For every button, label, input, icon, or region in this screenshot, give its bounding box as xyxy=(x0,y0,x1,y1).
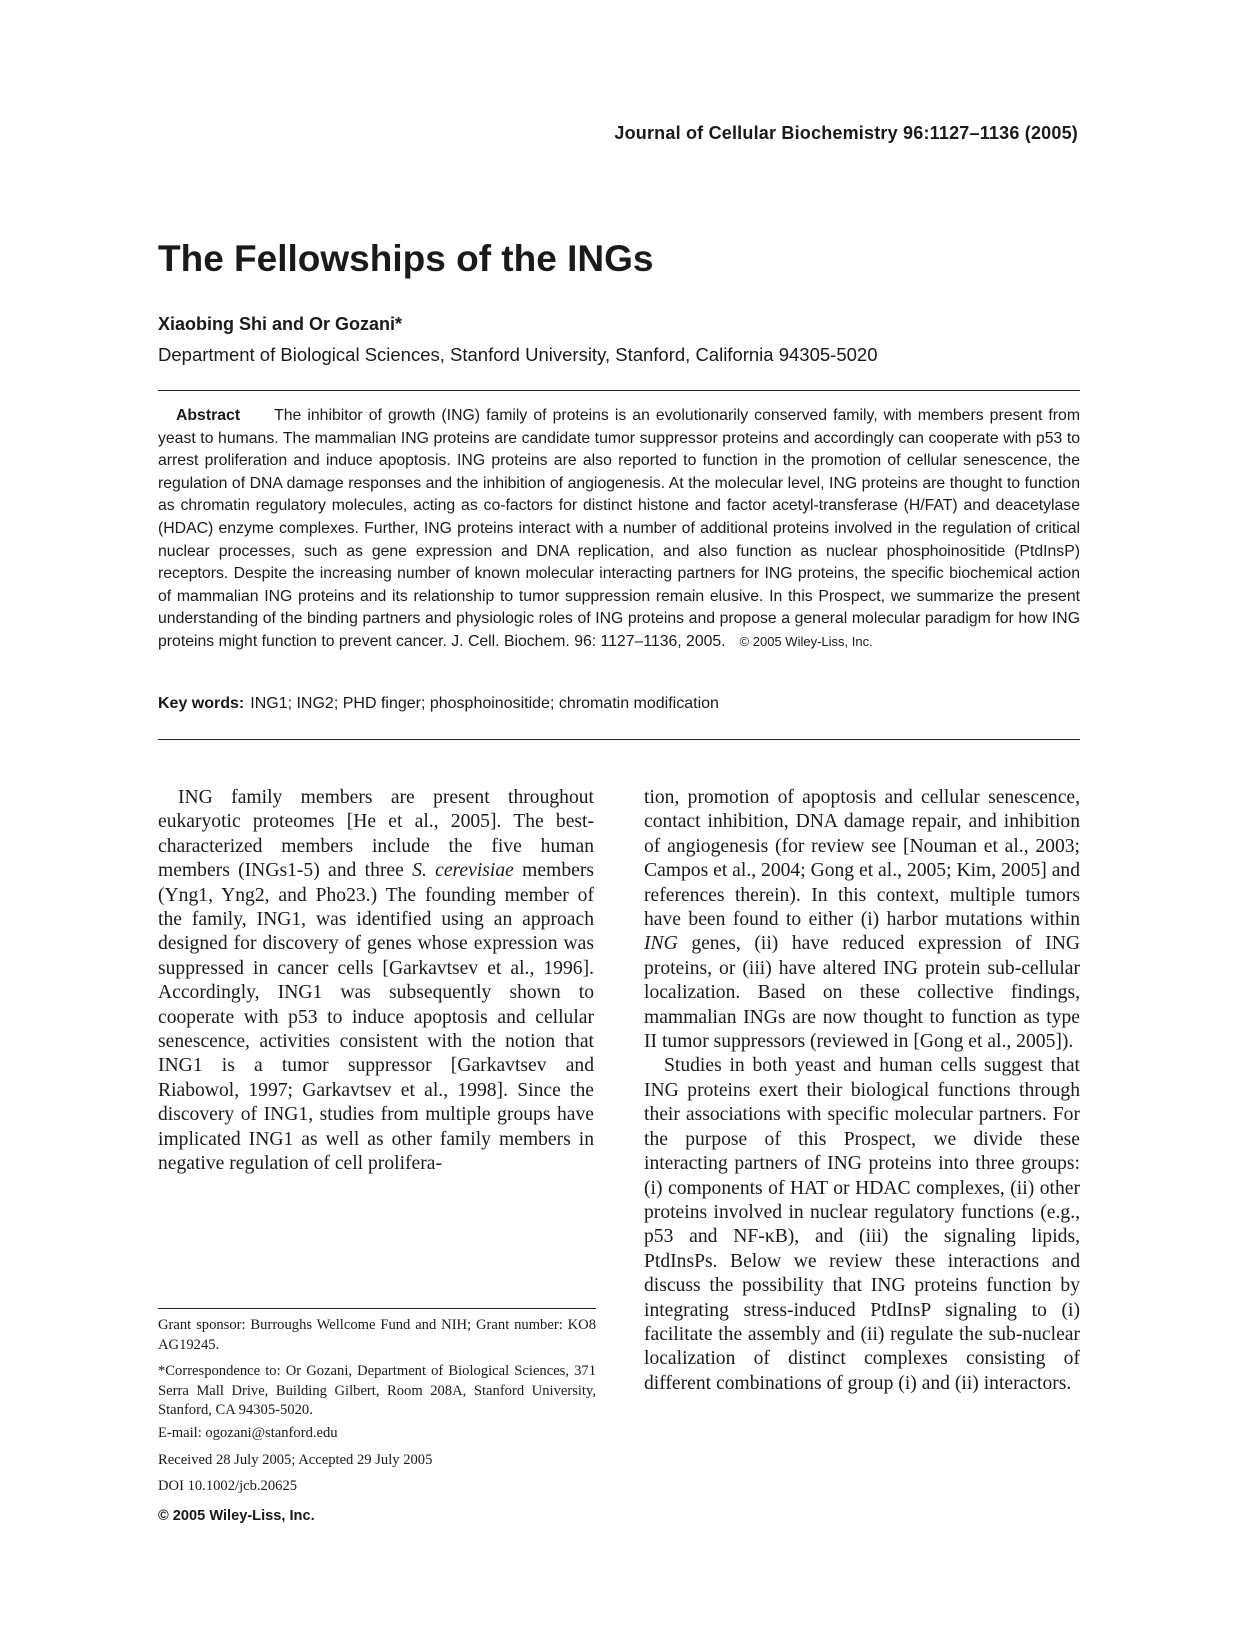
keywords-label: Key words: xyxy=(158,695,245,712)
keywords-text: ING1; ING2; PHD finger; phosphoinositide; chromatin modification xyxy=(250,695,719,712)
grant-footnote: Grant sponsor: Burroughs Wellcome Fund and NIH; Grant number: KO8 AG19245. xyxy=(158,1317,596,1353)
abstract-block xyxy=(158,405,1080,654)
email-footnote: E-mail: ogozani@stanford.edu xyxy=(158,1424,338,1441)
abstract-bottom-divider xyxy=(158,739,1080,740)
footnote-divider xyxy=(158,1308,596,1309)
keywords-line xyxy=(158,695,719,713)
body-paragraph: Studies in both yeast and human cells suggest that ING proteins exert their biological functions through their associations with specific molecular partners. For the purpose of this Prospect, we divide these interacting partners of ING proteins into three groups: (i) components of HAT or HDAC complexes, (ii) other proteins involved in nuclear regulatory functions (e.g., p53 and NF-κB), and (iii) the signaling lipids, PtdInsPs. Below we review these interactions and discuss the possibility that ING proteins function by integrating stress-induced PtdInsP signaling to (i) facilitate the assembly and (ii) regulate the sub-nuclear localization of distinct complexes consisting of different combinations of group (i) and (ii) interactors. xyxy=(644,1055,1080,1394)
doi-line: DOI 10.1002/jcb.20625 xyxy=(158,1478,298,1495)
correspondence-footnote: *Correspondence to: Or Gozani, Department of Biological Sciences, 371 Serra Mall Drive, Building Gilbert, Room 208A, Stanford University, Stanford, CA 94305-5020. xyxy=(158,1363,596,1419)
abstract-label: Abstract xyxy=(176,407,241,424)
body-column-right xyxy=(644,786,1080,1396)
abstract-text: The inhibitor of growth (ING) family of proteins is an evolutionarily conserved family, with members present from yeast to humans. The mammalian ING proteins are candidate tumor suppressor proteins and accordingly can cooperate with p53 to arrest proliferation and induce apoptosis. ING proteins are also reported to function in the promotion of cellular senescence, the regulation of DNA damage responses and the inhibition of angiogenesis. At the molecular level, ING proteins are thought to function as chromatin regulatory molecules, acting as co-factors for distinct histone and factor acetyl-transferase (H/FAT) and deacetylase (HDAC) enzyme complexes. Further, ING proteins interact with a number of additional proteins involved in the regulation of critical nuclear processes, such as gene expression and DNA replication, and also function as nuclear phosphoinositide (PtdInsP) receptors. Despite the increasing number of known molecular interacting partners for ING proteins, the specific biochemical action of mammalian ING proteins and its relationship to tumor suppression remain elusive. In this Prospect, we summarize the present understanding of the binding partners and physiologic roles of ING proteins and propose a general molecular paradigm for how ING proteins might function to prevent cancer. J. Cell. Biochem. 96: 1127–1136, 2005. xyxy=(158,407,1080,650)
species-name: S. cerevisiae xyxy=(412,860,514,882)
abstract-top-divider xyxy=(158,390,1080,391)
abstract-copyright: © 2005 Wiley-Liss, Inc. xyxy=(739,633,873,649)
body-column-left xyxy=(158,786,594,1177)
journal-reference: Journal of Cellular Biochemistry 96:1127–1136 (2005) xyxy=(614,123,1078,143)
author-affiliation: Department of Biological Sciences, Stanford University, Stanford, California 94305-5020 xyxy=(158,344,878,365)
received-date: Received 28 July 2005; Accepted 29 July 2005 xyxy=(158,1451,433,1468)
article-title: The Fellowships of the INGs xyxy=(158,238,654,279)
author-list: Xiaobing Shi and Or Gozani* xyxy=(158,314,403,334)
gene-name: ING xyxy=(644,933,678,955)
body-paragraph: ING family members are present throughout eukaryotic proteomes [He et al., 2005]. The best-characterized members include the five human members (INGs1-5) and three S. cerevisiae members (Yng1, Yng2, and Pho23.) The founding member of the family, ING1, was identified using an approach designed for discovery of genes whose expression was suppressed in cancer cells [Garkavtsev et al., 1996]. Accordingly, ING1 was subsequently shown to cooperate with p53 to induce apoptosis and cellular senescence, activities consistent with the notion that ING1 is a tumor suppressor [Garkavtsev and Riabowol, 1997; Garkavtsev et al., 1998]. Since the discovery of ING1, studies from multiple groups have implicated ING1 as well as other family members in negative regulation of cell prolifera- xyxy=(158,787,594,1175)
body-paragraph: tion, promotion of apoptosis and cellular senescence, contact inhibition, DNA damage repair, and inhibition of angiogenesis (for review see [Nouman et al., 2003; Campos et al., 2004; Gong et al., 2005; Kim, 2005] and references therein). In this context, multiple tumors have been found to either (i) harbor mutations within ING genes, (ii) have reduced expression of ING proteins, or (iii) have altered ING protein sub-cellular localization. Based on these collective findings, mammalian INGs are now thought to function as type II tumor suppressors (reviewed in [Gong et al., 2005]). xyxy=(644,787,1081,1053)
footnotes-block xyxy=(158,1316,596,1533)
footer-copyright: © 2005 Wiley-Liss, Inc. xyxy=(158,1507,315,1524)
